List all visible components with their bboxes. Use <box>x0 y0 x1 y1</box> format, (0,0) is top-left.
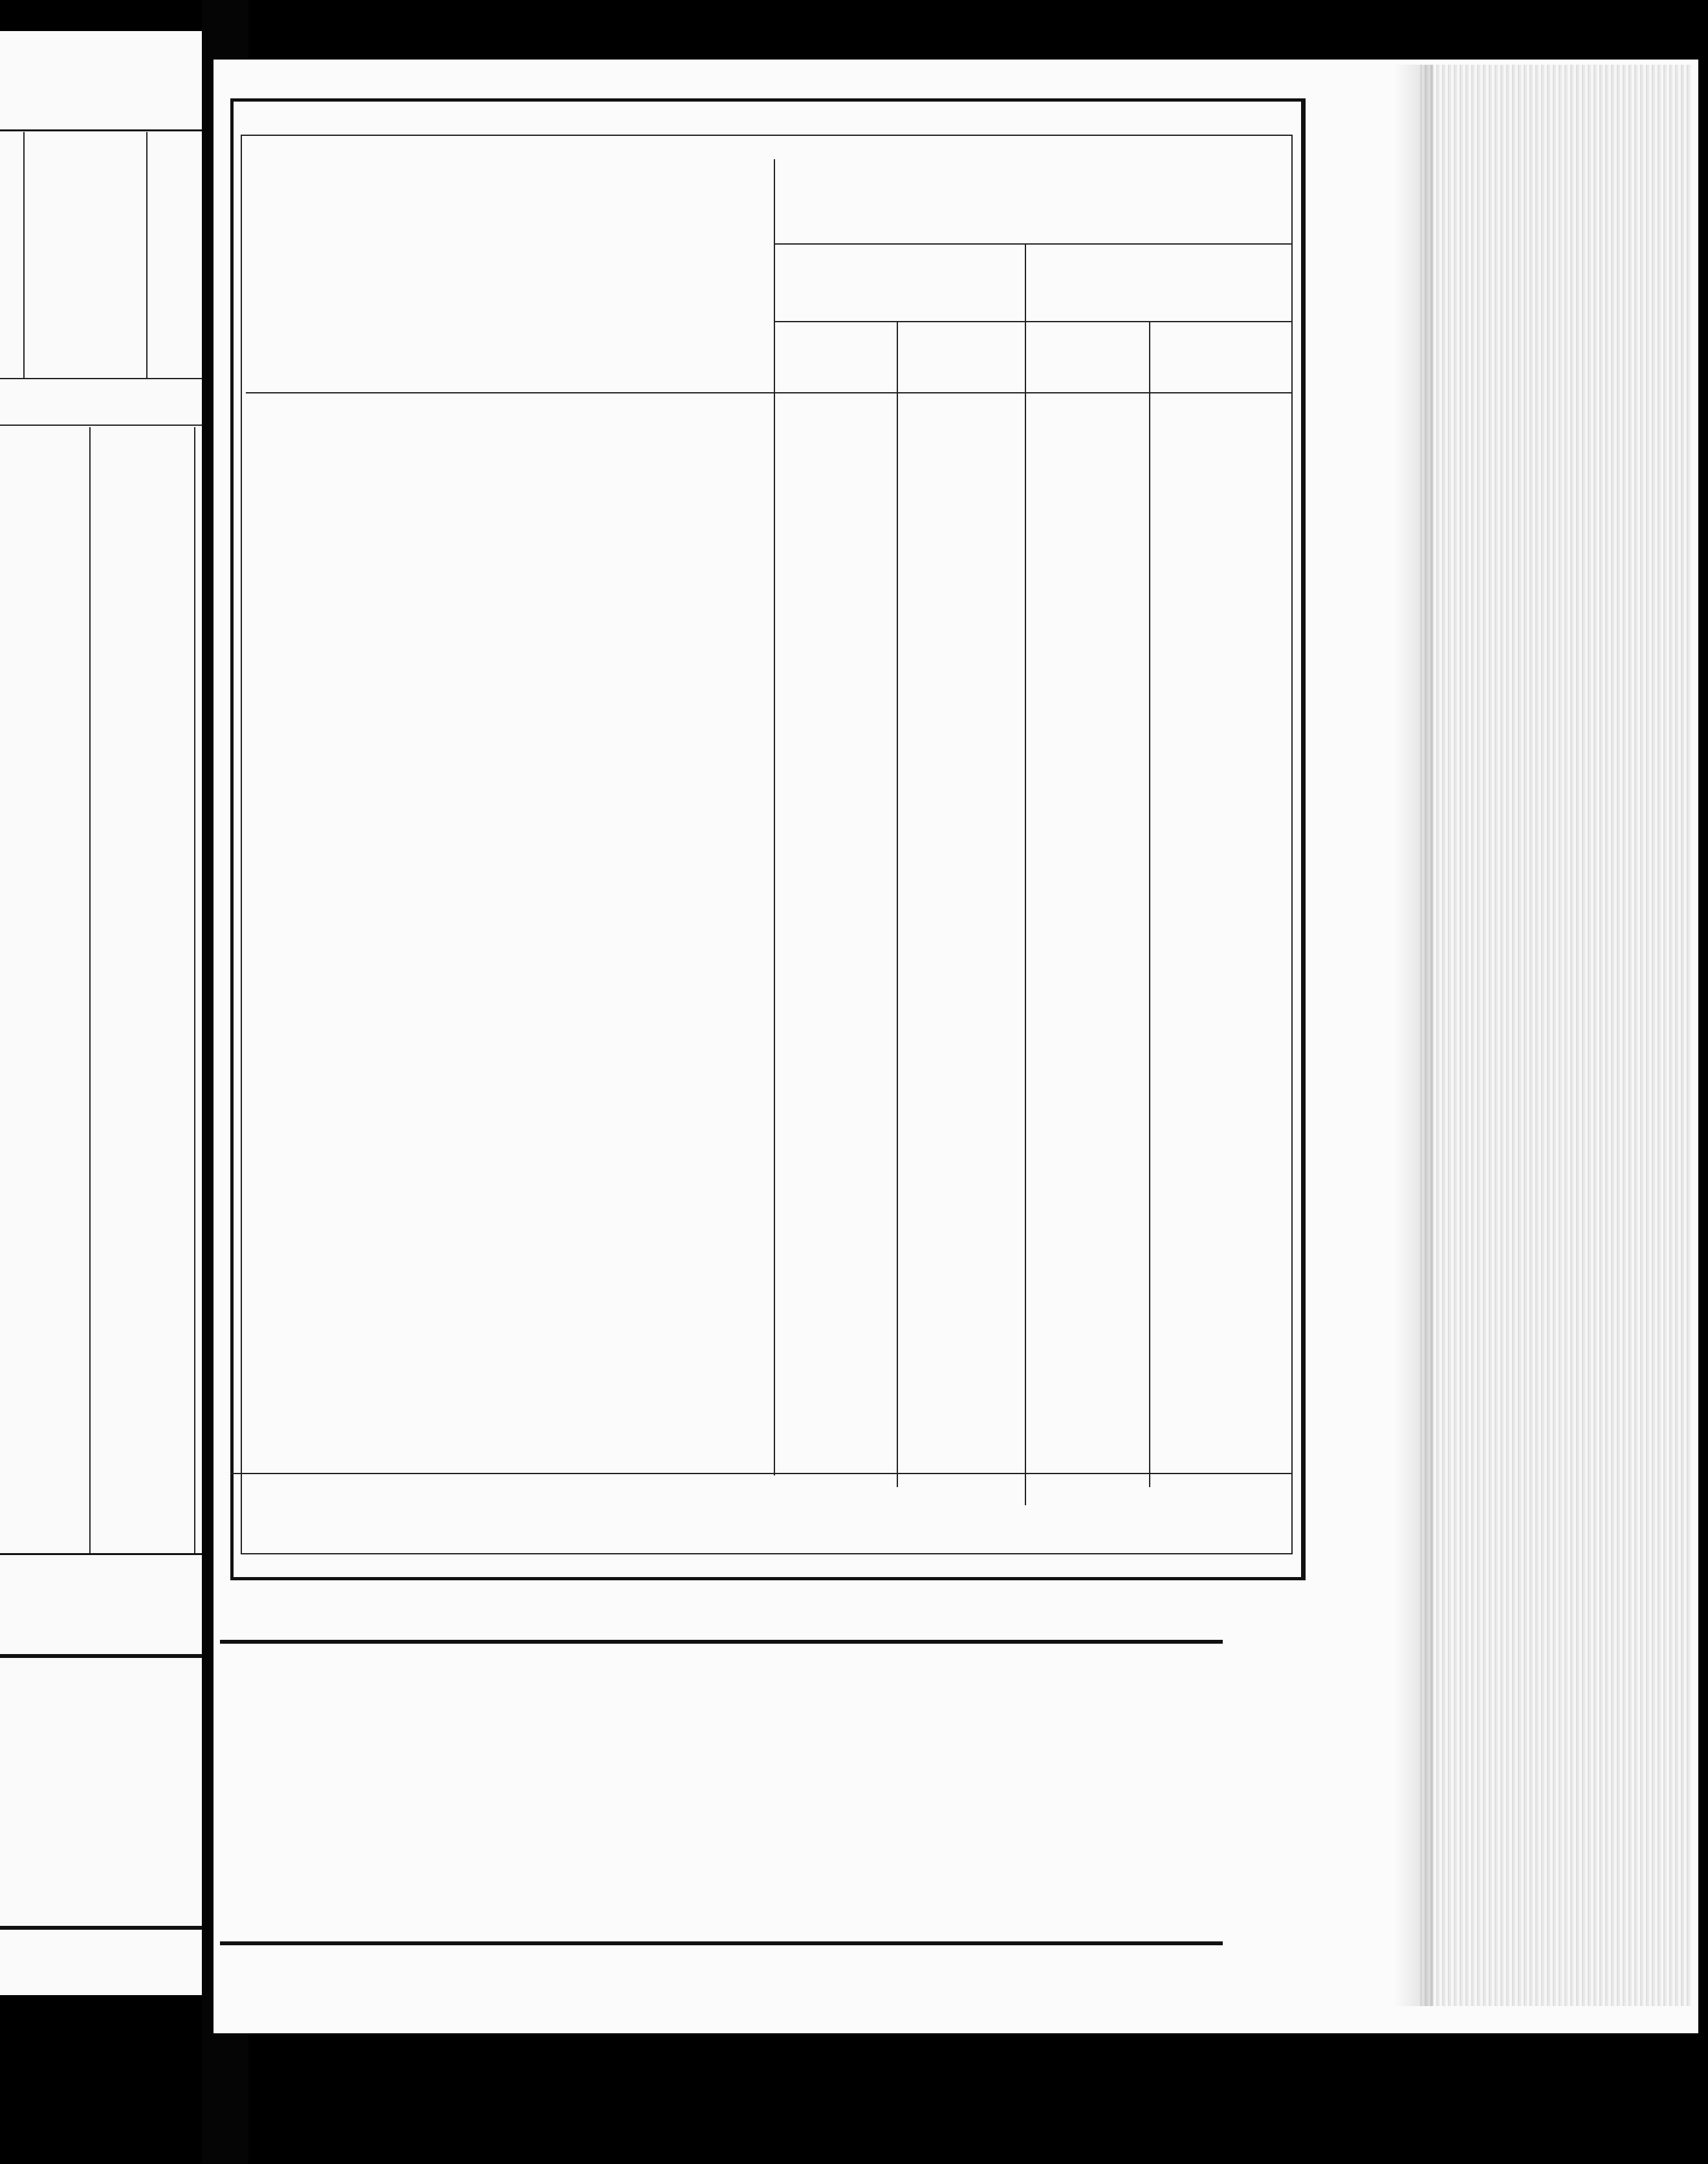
table-rule <box>230 1473 1291 1474</box>
almanac-inner-frame <box>241 135 1293 1554</box>
table-rule <box>1025 243 1026 1505</box>
table-rule <box>774 159 775 1475</box>
left-vrule <box>89 427 91 1553</box>
advert-rule <box>220 1640 1223 1644</box>
table-rule <box>897 322 898 1487</box>
left-page <box>0 31 202 1995</box>
table-rule <box>774 321 1291 322</box>
left-rule <box>0 1654 202 1658</box>
left-top-rule <box>0 129 202 131</box>
table-rule <box>1149 322 1150 1487</box>
advert-rule <box>220 1941 1223 1945</box>
table-rule <box>246 392 1291 393</box>
left-rule <box>0 425 202 426</box>
table-rule <box>774 243 1291 245</box>
left-rule <box>0 1926 202 1930</box>
left-vrule <box>146 132 148 378</box>
left-rule <box>0 378 202 379</box>
left-rule <box>0 1553 202 1555</box>
left-vrule <box>23 132 25 378</box>
page-edge-shadow <box>1394 65 1433 2006</box>
left-vrule <box>194 427 195 1553</box>
page-edges <box>1420 65 1692 2006</box>
